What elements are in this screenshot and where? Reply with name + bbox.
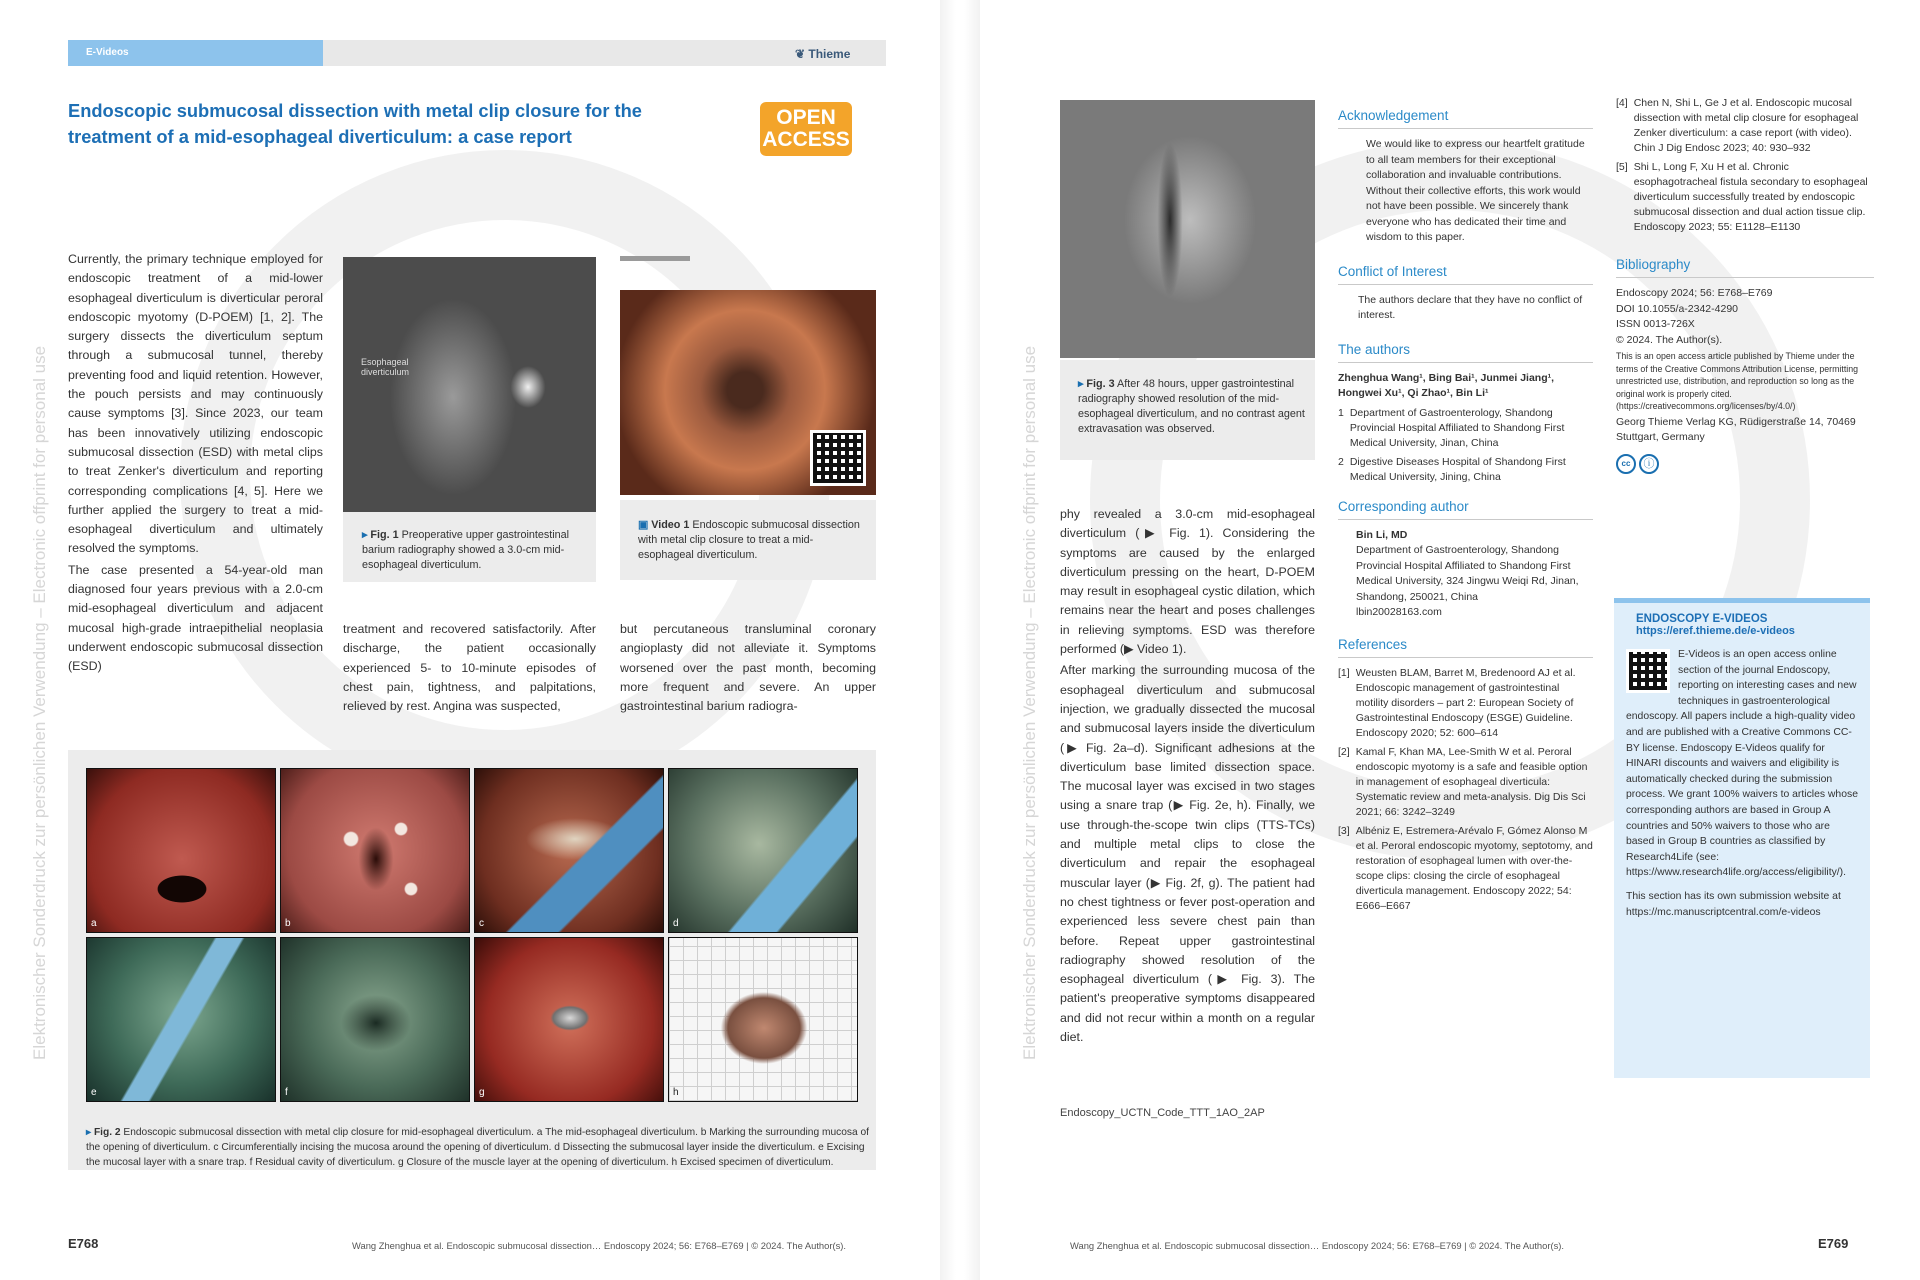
reference-text: Weusten BLAM, Barret M, Bredenoord AJ et al. Endoscopic management of gastrointestinal motility disorders – part 2: European Society of Gastrointestinal Endoscopy (ESGE) Guideline. Endoscopy 2020; 52: 600–614 <box>1355 666 1576 739</box>
right-body-column-1 <box>1060 505 1315 1047</box>
fig2-panel-c-label: c <box>479 918 484 929</box>
evideos-submission-url[interactable]: https://mc.manuscriptcentral.com/e-videos <box>1626 906 1821 918</box>
publisher-name: Thieme <box>808 47 851 61</box>
evideos-submission-text: This section has its own submission website at <box>1626 890 1841 902</box>
fig2-panel-c <box>474 768 664 933</box>
header-tab: E-Videos <box>68 40 323 66</box>
reference-text: Shi L, Long F, Xu H et al. Chronic esophagotracheal fistula secondary to esophageal diverticulum successfully treated by endoscopic submucosal dissection and dual action tissue clip. Endoscopy 2023; 55: E1128–E1130 <box>1633 161 1868 233</box>
reference-item <box>1338 824 1593 914</box>
bibliography-doi[interactable]: DOI 10.1055/a-2342-4290 <box>1616 302 1739 315</box>
left-page <box>0 0 940 1280</box>
reference-number: [4] <box>1616 97 1628 109</box>
fig3-ref-arrow: ▸ <box>1078 378 1087 390</box>
evideos-box-url[interactable]: https://eref.thieme.de/e-videos <box>1636 625 1795 637</box>
reference-number: [5] <box>1616 161 1628 173</box>
bibliography-copyright: © 2024. The Author(s). <box>1616 333 1723 346</box>
fig1-annotation: Esophageal diverticulum <box>361 357 410 377</box>
fig3-label: Fig. 3 <box>1086 378 1115 390</box>
fig2-panel-g <box>474 937 664 1102</box>
author-list: Zhenghua Wang¹, Bing Bai¹, Junmei Jiang¹, Hongwei Xu¹, Qi Zhao¹, Bin Li¹ <box>1338 371 1555 399</box>
affiliation-1-number: 1 <box>1338 406 1344 419</box>
reference-number: [1] <box>1338 666 1350 679</box>
results-paragraph: phy revealed a 3.0-cm mid-esophageal diverticulum (▶ Fig. 1). Considering the symptoms are caused by the enlarged diverticulum pressing on the heart, D-POEM may result in esophageal cystic dilation, which remains near the heart and poses challenges in relieving symptoms. ESD was therefore performed (▶ Video 1). <box>1060 507 1315 657</box>
evideos-box-text: E-Videos is an open access online section of the journal Endoscopy, reporting on interesting cases and new techniques in gastroenterological endoscopy. All papers include a high-quality video and are published with a Creative Commons CC-BY license. Endoscopy E-Videos qualify for HINARI discounts and waivers and eligibility is automatically checked during the submission process. We grant 100% waivers to articles whose corresponding authors are based in Group A countries and 50% waivers to those who are based in Group B countries as classified by Research4Life (see: https://www.research4life.org/access/eligibility/). <box>1626 649 1858 879</box>
authors-heading: The authors <box>1338 342 1593 363</box>
affiliation-2-text: Digestive Diseases Hospital of Shandong First Medical University, Jining, China <box>1349 455 1566 483</box>
video-marker <box>620 256 690 261</box>
body-column-1 <box>68 250 323 677</box>
corresponding-heading: Corresponding author <box>1338 499 1593 520</box>
video1-still[interactable] <box>620 290 876 495</box>
corresponding-email[interactable]: lbin20028163.com <box>1356 606 1442 618</box>
references-heading: References <box>1338 637 1593 658</box>
reference-item <box>1616 96 1874 156</box>
fig3-caption-text: After 48 hours, upper gastrointestinal radiography showed resolution of the mid-esophageal diverticulum, and no contrast agent extravasation was observed. <box>1078 378 1305 435</box>
fig1-ref-arrow: ▸ <box>362 529 371 541</box>
reference-text: Albéniz E, Estremera-Arévalo F, Gómez Alonso M et al. Peroral endoscopic myotomy, septotomy, and restoration of esophageal lumen with over-the-scope clips: closing the circle of esophageal diverticula management. Endoscopy 2022; 54: E666–E667 <box>1355 824 1593 912</box>
fig2-label: Fig. 2 <box>93 1127 121 1138</box>
reference-number: [3] <box>1338 824 1350 837</box>
fig2-panel-f <box>280 937 470 1102</box>
evideos-info-box <box>1614 598 1870 1078</box>
footer-citation-left: Wang Zhenghua et al. Endoscopic submucosal dissection… Endoscopy 2024; 56: E768–E769 | © 2024. The Author(s). <box>352 1240 847 1251</box>
thieme-icon: ❦ <box>795 47 809 61</box>
page-number-left: E768 <box>68 1236 99 1251</box>
page-number-right: E769 <box>1818 1236 1849 1251</box>
attribution-icon: ⓘ <box>1639 454 1659 474</box>
bibliography-license: This is an open access article published by Thieme under the terms of the Creative Commons Attribution License, permitting unrestricted use, distribution, and reproduction so long as the original work is properly cited. (https://creativecommons.org/licenses/by/4.0/) <box>1616 351 1859 411</box>
affiliation-2 <box>1338 455 1593 485</box>
affiliation-1-text: Department of Gastroenterology, Shandong Provincial Hospital Affiliated to Shandong First Medical University, Jinan, China <box>1349 406 1565 449</box>
affiliation-2-number: 2 <box>1338 455 1344 468</box>
fig2-ref-arrow: ▸ <box>86 1127 94 1138</box>
fig2-panel-a-label: a <box>91 918 97 929</box>
cc-license-badge[interactable] <box>1616 454 1874 474</box>
video1-caption-text: Endoscopic submucosal dissection with metal clip closure to treat a mid-esophageal diverticulum. <box>638 519 860 561</box>
fig2-caption <box>86 1125 871 1170</box>
side-watermark-text: Elektronischer Sonderdruck zur persönlichen Verwendung – Electronic offprint for personal use <box>30 345 49 1060</box>
fig2-panel-g-label: g <box>479 1087 485 1098</box>
affiliation-1 <box>1338 406 1593 451</box>
reference-item <box>1338 745 1593 820</box>
bibliography-heading: Bibliography <box>1616 257 1874 278</box>
fig1-label: Fig. 1 <box>370 529 399 541</box>
fig2-panel-b-label: b <box>285 918 291 929</box>
page-gutter <box>940 0 980 1280</box>
fig2-panel-d-label: d <box>673 918 679 929</box>
fig1-caption-text: Preoperative upper gastrointestinal barium radiography showed a 3.0-cm mid-esophageal diverticulum. <box>362 529 570 571</box>
article-title: Endoscopic submucosal dissection with metal clip closure for the treatment of a mid-esophageal diverticulum: a case report <box>68 100 642 147</box>
right-column-3 <box>1616 96 1874 474</box>
reference-item <box>1338 666 1593 741</box>
reference-text: Chen N, Shi L, Ge J et al. Endoscopic mucosal dissection with metal clip closure for esophageal Zenker diverticulum: a case report (with video). Chin J Dig Endosc 2023; 40: 930–932 <box>1633 97 1859 154</box>
bibliography-issn: ISSN 0013-726X <box>1616 318 1695 330</box>
fig1-caption <box>362 528 587 573</box>
fig2-panel-b <box>280 768 470 933</box>
fig1-xray-image <box>343 257 596 512</box>
fig3-xray-image <box>1060 100 1315 358</box>
open-access-line2: ACCESS <box>762 128 850 151</box>
open-access-line1: OPEN <box>776 106 836 129</box>
procedure-paragraph: After marking the surrounding mucosa of the esophageal diverticulum and submucosal injection, we gradually dissected the mucosal and submucosal layers inside the diverticulum (▶ Fig. 2a–d). Significant adhesions at the diverticulum base limited dissection space. The mucosal layer was excised in two stages using a snare trap (▶ Fig. 2e, h). Finally, we use through-the-scope twin clips (TTS-TCs) and multiple metal clips to close the diverticulum and repair the esophageal muscular layer (▶ Fig. 2f, g). The patient had no chest tightness or fever post-operation and experienced less severe chest pain than before. Repeat upper gastrointestinal radiography showed resolution of the esophageal diverticulum (▶ Fig. 3). The patient's preoperative symptoms disappeared and did not recur within a month on a regular diet. <box>1060 663 1315 1045</box>
fig2-panel-a <box>86 768 276 933</box>
fig2-panel-h <box>668 937 858 1102</box>
video1-qr-code[interactable] <box>810 430 866 486</box>
reference-number: [2] <box>1338 745 1350 758</box>
fig2-panel-h-label: h <box>673 1087 679 1098</box>
bibliography-line: Endoscopy 2024; 56: E768–E769 <box>1616 287 1773 299</box>
fig2-caption-text: Endoscopic submucosal dissection with metal clip closure for mid-esophageal diverticulum. a The mid-esophageal diverticulum. b Marking the surrounding mucosa of the opening of diverticulum. c Circumferentially incising the mucosa around the opening of diverticulum. d Dissecting the submucosal layer inside the diverticulum. e Excising the mucosal layer with a snare trap. f Residual cavity of diverticulum. g Closure of the muscle layer at the opening of diverticulum. h Excised specimen of diverticulum. <box>86 1127 869 1168</box>
fig3-caption <box>1078 377 1306 437</box>
body-column-3: but percutaneous transluminal coronary angioplasty did not alleviate it. Symptoms worsened over the past month, becoming more frequent and severe. An upper gastrointestinal barium radiogra- <box>620 622 876 714</box>
fig2-panel-e-label: e <box>91 1087 97 1098</box>
cc-icon: cc <box>1616 454 1636 474</box>
reference-item <box>1616 160 1874 235</box>
corresponding-name: Bin Li, MD <box>1356 528 1408 541</box>
footer-citation-right: Wang Zhenghua et al. Endoscopic submucosal dissection… Endoscopy 2024; 56: E768–E769 | © 2024. The Author(s). <box>1070 1240 1565 1251</box>
corresponding-address: Department of Gastroenterology, Shandong Provincial Hospital Affiliated to Shandong First Medical University, 324 Jingwu Weiqi Rd, Jinan, Shandong, 250021, China <box>1356 544 1579 603</box>
acknowledgement-text: We would like to express our heartfelt gratitude to all team members for their exceptional collaboration and invaluable contributions. Without their collective efforts, this work would not have been possible. We sincerely thank everyone who has dedicated their time and wisdom to this paper. <box>1366 138 1585 243</box>
conflict-heading: Conflict of Interest <box>1338 264 1593 285</box>
right-column-2 <box>1338 108 1593 918</box>
video-icon: ▣ <box>638 519 652 531</box>
open-access-badge <box>760 102 852 156</box>
fig2-panel-e <box>86 937 276 1102</box>
side-watermark-text-right: Elektronischer Sonderdruck zur persönlichen Verwendung – Electronic offprint for personal use <box>1020 345 1039 1060</box>
video1-label: Video 1 <box>651 519 690 531</box>
evideos-qr-code[interactable] <box>1626 649 1670 693</box>
evideos-box-title: ENDOSCOPY E-VIDEOS <box>1636 613 1768 625</box>
fig2-panel-f-label: f <box>285 1087 288 1098</box>
case-paragraph: The case presented a 54-year-old man diagnosed four years previous with a 2.0-cm mid-esophageal diverticulum and adjacent mucosal high-grade intraepithelial neoplasia underwent endoscopic submucosal dissection (ESD) <box>68 562 323 674</box>
reference-text: Kamal F, Khan MA, Lee-Smith W et al. Peroral endoscopic myotomy is a safe and feasible option in management of esophageal diverticula: Systematic review and meta-analysis. Dig Dis Sci 2021; 66: 3242–3249 <box>1355 745 1588 818</box>
publisher-logo <box>795 47 850 61</box>
body-column-2: treatment and recovered satisfactorily. After discharge, the patient occasionally experienced 5- to 10-minute episodes of chest pain, tightness, and palpitations, relieved by rest. Angina was suspected, <box>343 622 596 714</box>
bibliography-publisher: Georg Thieme Verlag KG, Rüdigerstraße 14, 70469 Stuttgart, Germany <box>1616 415 1856 443</box>
right-page <box>980 0 1920 1280</box>
acknowledgement-heading: Acknowledgement <box>1338 108 1593 129</box>
fig2-panel-d <box>668 768 858 933</box>
video1-caption <box>638 518 868 563</box>
intro-paragraph: Currently, the primary technique employed for endoscopic treatment of a mid-lower esophageal diverticulum is diverticular peroral endoscopic myotomy (D-POEM) [1, 2]. The surgery dissects the diverticulum septum through a submucosal tunnel, thereby preventing food and liquid retention. However, the pouch persists and may continuously cause symptoms [3]. Since 2023, our team has been innovatively utilizing endoscopic submucosal dissection (ESD) with metal clips to treat Zenker's diverticulum and reporting corresponding complications [4, 5]. Here we further applied the surgery to treat a mid-esophageal diverticulum and ultimately resolved the symptoms. <box>68 252 323 556</box>
conflict-text: The authors declare that they have no conflict of interest. <box>1358 293 1583 321</box>
uctn-code: Endoscopy_UCTN_Code_TTT_1AO_2AP <box>1060 1107 1265 1119</box>
